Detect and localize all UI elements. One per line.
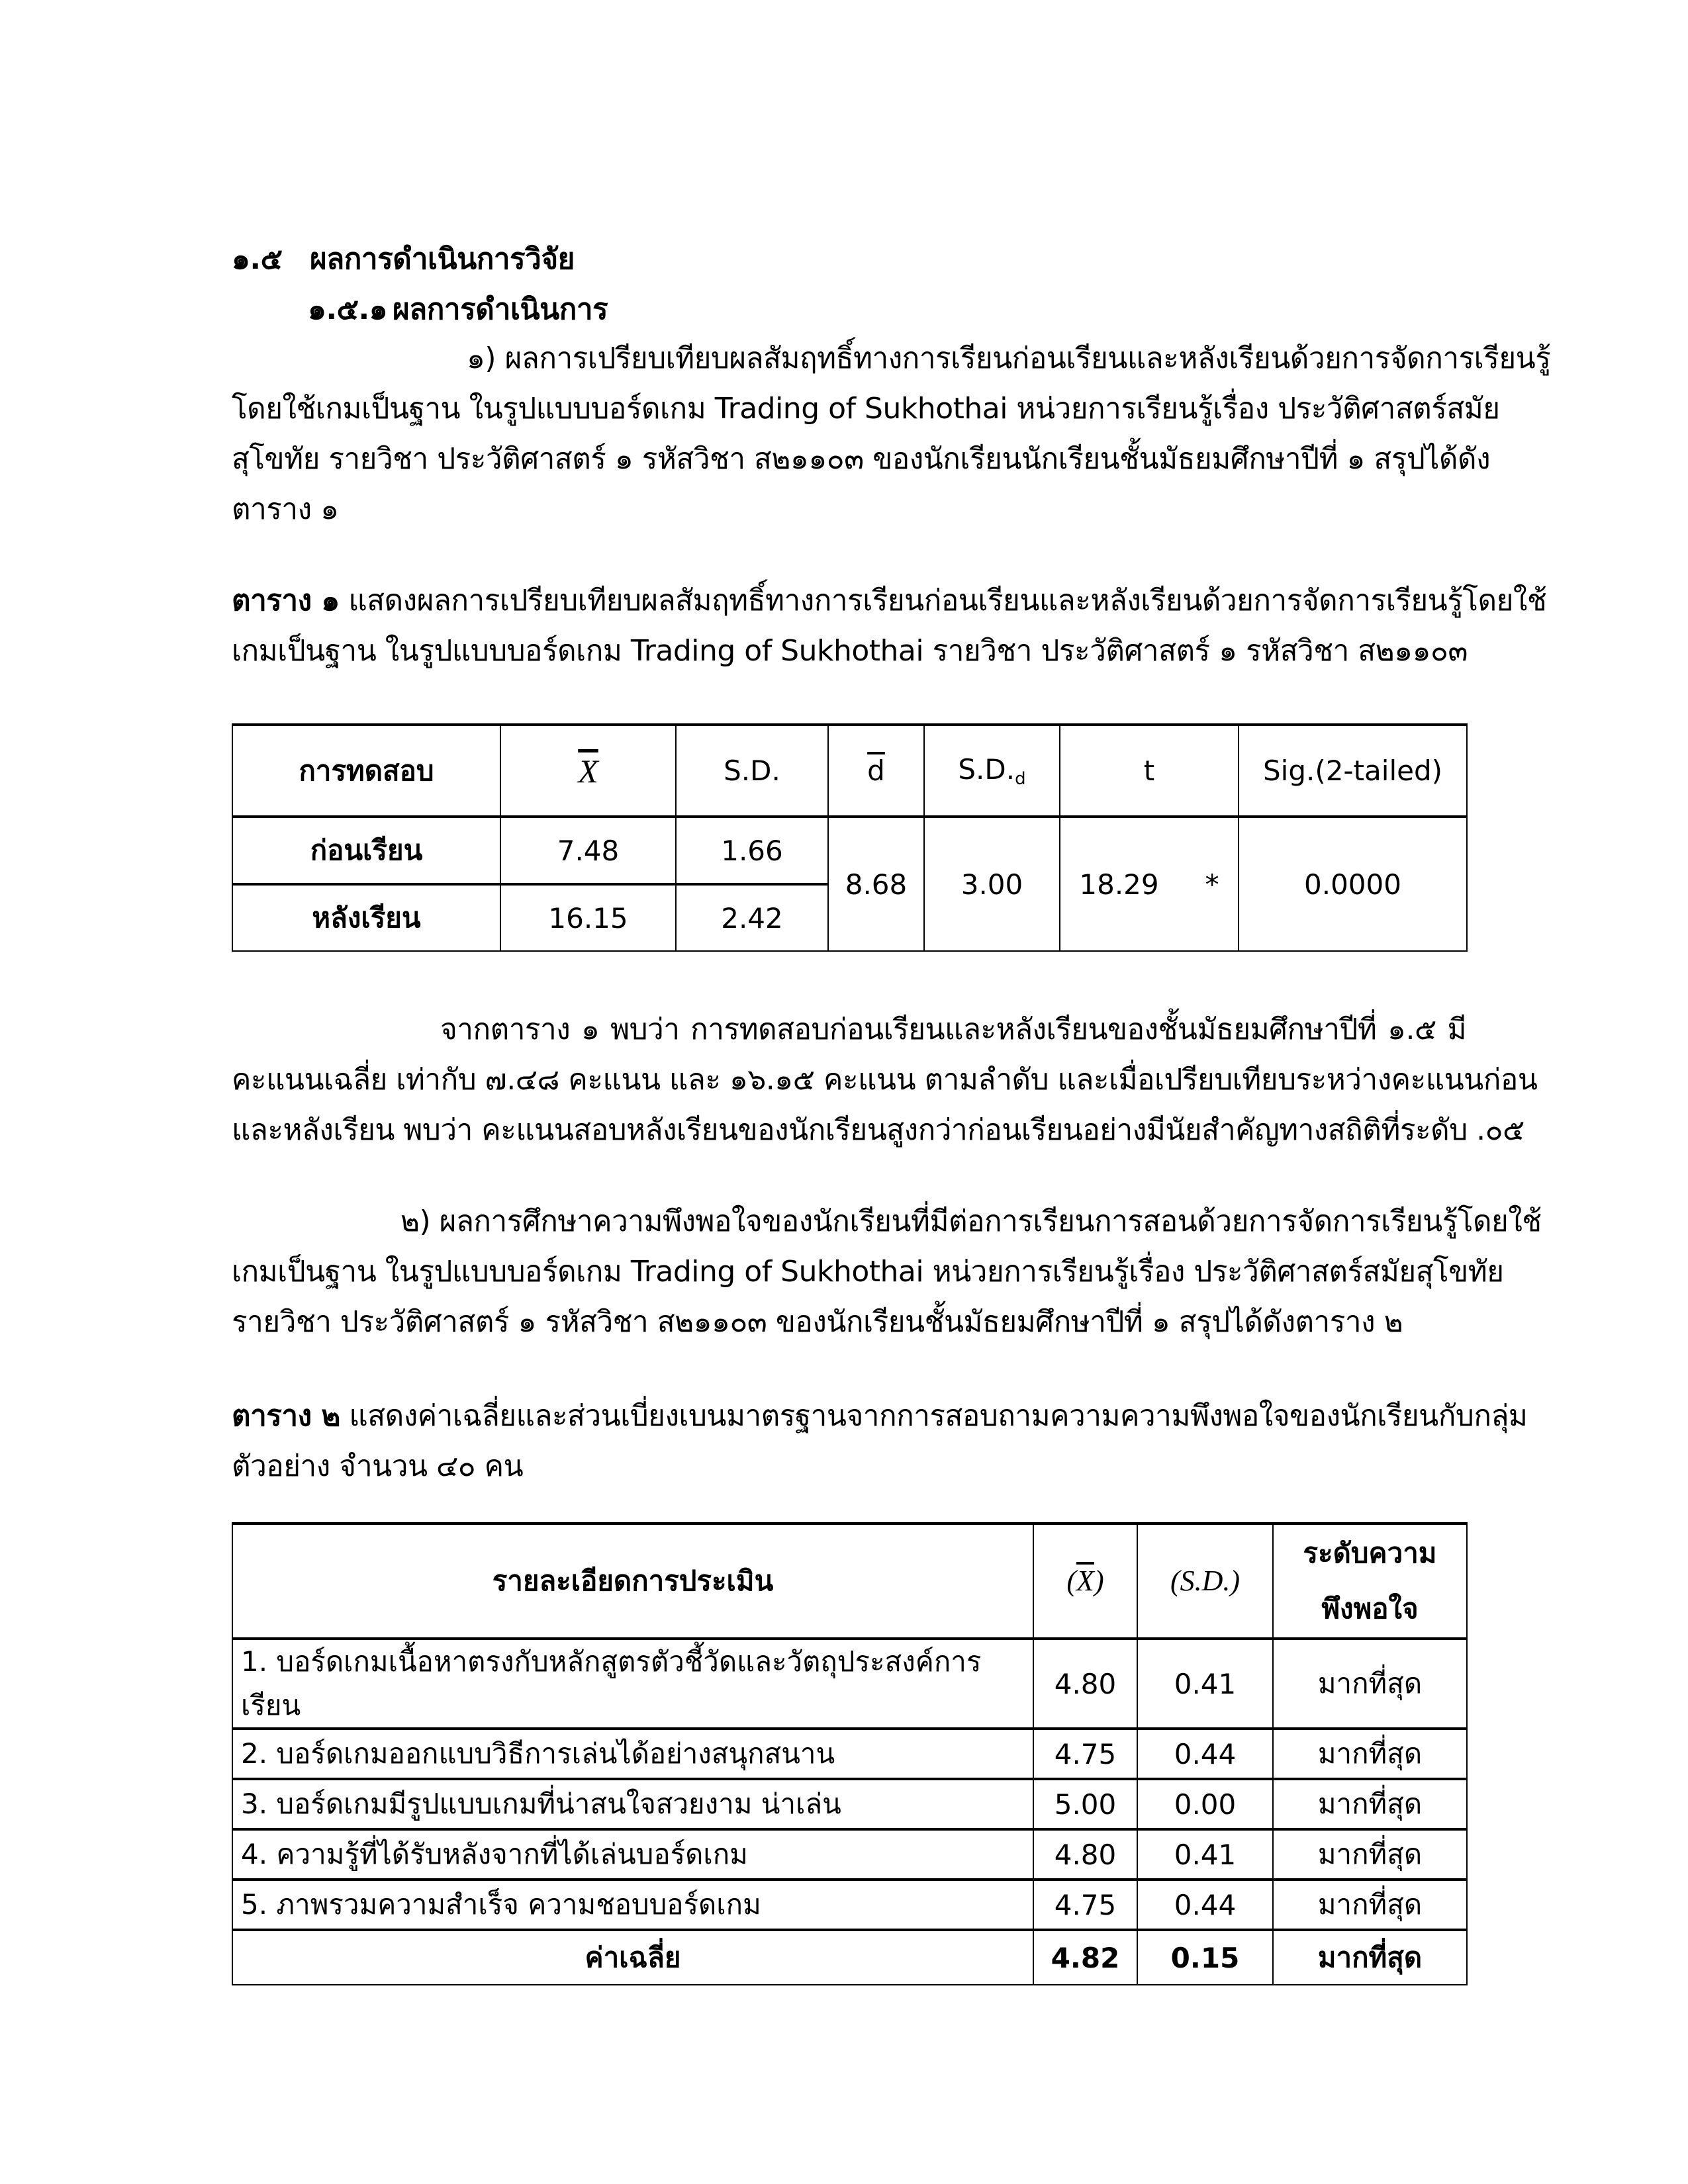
row-item: 4. ความรู้ที่ได้รับหลังจากที่ได้เล่นบอร์ดเกม (232, 1829, 1033, 1880)
para1-line: โดยใช้เกมเป็นฐาน ในรูปแบบบอร์ดเกม Trading of Sukhothai หน่วยการเรียนรู้เรื่อง ประวัติศาสตร์สมัย (232, 392, 1500, 426)
table2-caption-line2: ตัวอย่าง จำนวน ๔๐ คน (232, 1449, 524, 1483)
subsection-heading (308, 290, 608, 330)
row-mean: 4.75 (1033, 1729, 1137, 1779)
row-mean: 4.80 (1033, 1639, 1137, 1729)
row-sd: 0.00 (1137, 1779, 1273, 1829)
table1-caption-text: แสดงผลการเปรียบเทียบผลสัมฤทธิ์ทางการเรียนก่อนเรียนและหลังเรียนด้วยการจัดการเรียนรู้โดยใช้ (339, 584, 1547, 617)
row-test: ก่อนเรียน (232, 817, 500, 884)
para2-line: จากตาราง ๑ พบว่า การทดสอบก่อนเรียนและหลังเรียนของชั้นมัธยมศึกษาปีที่ ๑.๕ มี (440, 1013, 1466, 1046)
para1-line: ๑) ผลการเปรียบเทียบผลสัมฤทธิ์ทางการเรียนก่อนเรียนและหลังเรียนด้วยการจัดการเรียนรู้ (467, 341, 1551, 375)
header-sdd: $S.D._d$ (924, 725, 1060, 817)
row-mean: 16.15 (500, 884, 676, 951)
header-item: รายละเอียดการประเมิน (232, 1524, 1033, 1639)
table2-caption-label: ตาราง ๒ (232, 1399, 340, 1433)
section-heading (232, 240, 575, 279)
row-level: มากที่สุด (1273, 1729, 1467, 1779)
table-1 (232, 723, 1468, 952)
row-item: 5. ภาพรวมความสำเร็จ ความชอบบอร์ดเกม (232, 1880, 1033, 1930)
row-mean: 5.00 (1033, 1779, 1137, 1829)
row-level: มากที่สุด (1273, 1829, 1467, 1880)
row-item: 1. บอร์ดเกมเนื้อหาตรงกับหลักสูตรตัวชี้วัดและวัตถุประสงค์การเรียน (232, 1639, 1033, 1729)
header-sig: Sig.(2-tailed) (1239, 725, 1467, 817)
header-mean: $(\overline{X})$ (1033, 1524, 1137, 1639)
table-row (232, 817, 1467, 884)
table2-header-row (232, 1524, 1467, 1639)
table2-caption (232, 1396, 1528, 1436)
table-2 (232, 1522, 1468, 1985)
header-mean: $\overline{X}$ (500, 725, 676, 817)
table-row (232, 1779, 1467, 1829)
para3-line: เกมเป็นฐาน ในรูปแบบบอร์ดเกม Trading of Sukhothai หน่วยการเรียนรู้เรื่อง ประวัติศาสตร์สมัยสุโขทัย (232, 1255, 1504, 1289)
dbar-value: 8.68 (828, 817, 924, 951)
section-number: ๑.๕ (232, 242, 283, 276)
row-test: หลังเรียน (232, 884, 500, 951)
row-item: 3. บอร์ดเกมมีรูปแบบเกมที่น่าสนใจสวยงาม น่าเล่น (232, 1779, 1033, 1829)
table-row (232, 1729, 1467, 1779)
para3-line: ๒) ผลการศึกษาความพึงพอใจของนักเรียนที่มีต่อการเรียนการสอนด้วยการจัดการเรียนรู้โดยใช้ (400, 1205, 1542, 1238)
para1-line: ตาราง ๑ (232, 492, 339, 526)
row-sd: 2.42 (676, 884, 828, 951)
average-row (232, 1930, 1467, 1985)
table1-header-row (232, 725, 1467, 817)
section-title: ผลการดำเนินการวิจัย (310, 242, 575, 276)
average-mean: 4.82 (1033, 1930, 1137, 1985)
table-row (232, 1639, 1467, 1729)
header-t: t (1060, 725, 1239, 817)
table-row (232, 1829, 1467, 1880)
para1-line: สุโขทัย รายวิชา ประวัติศาสตร์ ๑ รหัสวิชา ส๒๑๑๐๓ ของนักเรียนนักเรียนชั้นมัธยมศึกษาปีที่ ๑ สรุปได้ดัง (232, 442, 1491, 476)
table2-caption-text: แสดงค่าเฉลี่ยและส่วนเบี่ยงเบนมาตรฐานจากการสอบถามความความพึงพอใจของนักเรียนกับกลุ่ม (340, 1399, 1528, 1433)
table-row (232, 1880, 1467, 1930)
row-item: 2. บอร์ดเกมออกแบบวิธีการเล่นได้อย่างสนุกสนาน (232, 1729, 1033, 1779)
table1-caption-line2: เกมเป็นฐาน ในรูปแบบบอร์ดเกม Trading of Sukhothai รายวิชา ประวัติศาสตร์ ๑ รหัสวิชา ส๒๑๑๐๓ (232, 634, 1468, 668)
row-mean: 4.80 (1033, 1829, 1137, 1880)
sig-value: 0.0000 (1239, 817, 1467, 951)
header-sd: (S.D.) (1137, 1524, 1273, 1639)
average-label: ค่าเฉลี่ย (232, 1930, 1033, 1985)
row-mean: 7.48 (500, 817, 676, 884)
row-sd: 0.41 (1137, 1639, 1273, 1729)
row-sd: 0.41 (1137, 1829, 1273, 1880)
row-level: มากที่สุด (1273, 1880, 1467, 1930)
table1-caption (232, 581, 1547, 621)
t-value: 18.29 * (1060, 817, 1239, 951)
para2-line: คะแนนเฉลี่ย เท่ากับ ๗.๔๘ คะแนน และ ๑๖.๑๕ คะแนน ตามลำดับ และเมื่อเปรียบเทียบระหว่างคะแนนก่อน (232, 1063, 1538, 1097)
header-test: การทดสอบ (232, 725, 500, 817)
significance-mark: * (1205, 868, 1219, 901)
average-sd: 0.15 (1137, 1930, 1273, 1985)
subsection-number: ๑.๕.๑ (308, 293, 388, 326)
row-level: มากที่สุด (1273, 1639, 1467, 1729)
table1-caption-label: ตาราง ๑ (232, 584, 340, 617)
row-sd: 1.66 (676, 817, 828, 884)
sdd-value: 3.00 (924, 817, 1060, 951)
row-sd: 0.44 (1137, 1880, 1273, 1930)
row-sd: 0.44 (1137, 1729, 1273, 1779)
average-level: มากที่สุด (1273, 1930, 1467, 1985)
row-level: มากที่สุด (1273, 1779, 1467, 1829)
header-level: ระดับความ พึงพอใจ (1273, 1524, 1467, 1639)
header-sd: S.D. (676, 725, 828, 817)
subsection-title: ผลการดำเนินการ (393, 293, 608, 326)
row-mean: 4.75 (1033, 1880, 1137, 1930)
header-dbar: $\overline{d}$ (828, 725, 924, 817)
para2-line: และหลังเรียน พบว่า คะแนนสอบหลังเรียนของนักเรียนสูงกว่าก่อนเรียนอย่างมีนัยสำคัญทางสถิติที่ระดับ .๐๕ (232, 1113, 1524, 1147)
para3-line: รายวิชา ประวัติศาสตร์ ๑ รหัสวิชา ส๒๑๑๐๓ ของนักเรียนชั้นมัธยมศึกษาปีที่ ๑ สรุปได้ดังตาราง ๒ (232, 1305, 1403, 1339)
